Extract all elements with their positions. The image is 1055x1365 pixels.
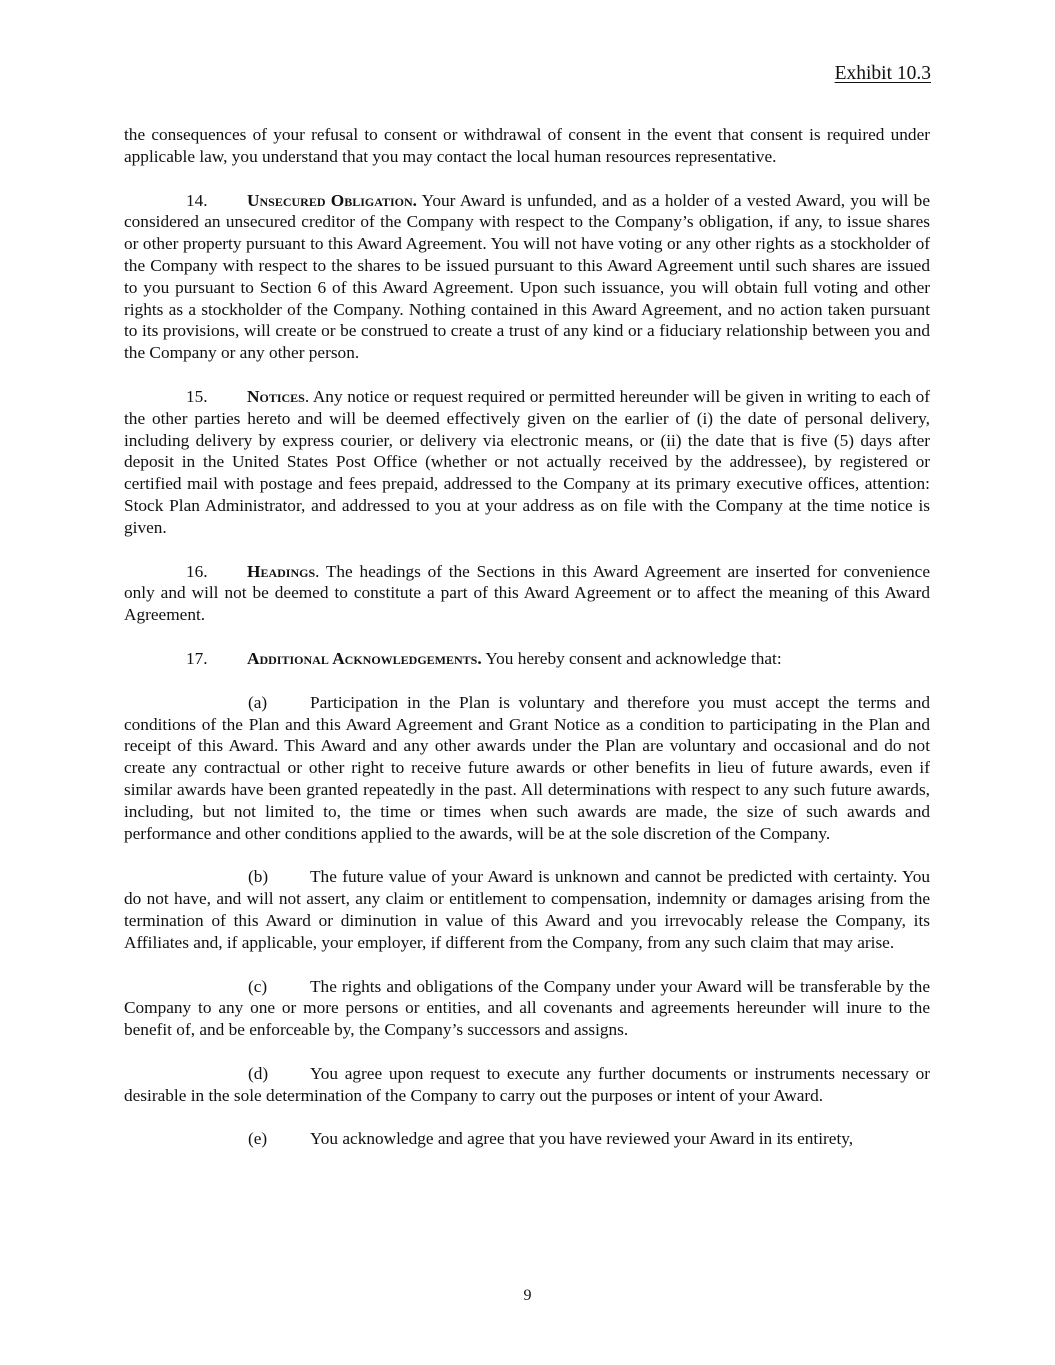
subsection-text: You acknowledge and agree that you have reviewed your Award in its entirety, [310,1129,854,1149]
section-number: 16. [186,561,208,581]
subsection-label: (e) [248,1129,268,1149]
subsection-text: Participation in the Plan is voluntary and therefore you must accept the terms and conditions of the Plan and this Award Agreement and Grant Notice as a condition to participating in the Plan and receipt of this Award. This Award and any other awards under the Plan are voluntary and occasional and do not create any contractual or other right to receive future awards or other benefits in lieu of future awards, even if similar awards have been granted repeatedly in the past. All determinations with respect to any such future awards, including, but not limited to, the time or times when such awards are made, the size of such awards and performance and other conditions applied to the awards, will be at the sole discretion of the Company. [124,692,930,843]
section-text: You hereby consent and acknowledge that: [481,648,782,668]
section-heading: Notices [247,386,305,406]
section-heading: Additional Acknowledgements. [247,648,482,668]
section-17-additional-acknowledgements [124,648,930,670]
subsection-e [124,1128,930,1150]
subsection-a [124,692,930,845]
paragraph-continuation: the consequences of your refusal to consent or withdrawal of consent in the event that consent is required under applicable law, you understand that you may contact the local human resources representative. [124,125,930,166]
document-body [124,124,930,1172]
section-heading: Unsecured Obligation. [247,190,417,210]
subsection-text: The rights and obligations of the Company under your Award will be transferable by the Company to any one or more persons or entities, and all covenants and agreements hereunder will inure to the benefit of, and be enforceable by, the Company’s successors and assigns. [124,976,930,1040]
section-number: 17. [186,648,208,668]
subsection-d [124,1063,930,1107]
page-number: 9 [523,1287,532,1304]
section-number: 14. [186,190,208,210]
subsection-text: The future value of your Award is unknown and cannot be predicted with certainty. You do not have, and will not assert, any claim or entitlement to compensation, indemnity or damages arising from the termination of this Award or diminution in value of this Award and you irrevocably release the Company, its Affiliates and, if applicable, your employer, if different from the Company, from any such claim that may arise. [124,867,930,952]
section-number: 15. [186,386,208,406]
subsection-label: (a) [248,692,268,712]
section-16-headings [124,561,930,626]
section-14-unsecured-obligation [124,190,930,364]
subsection-label: (c) [248,976,268,996]
section-text: . The headings of the Sections in this Award Agreement are inserted for convenience only and will not be deemed to constitute a part of this Award Agreement or to affect the meaning of this Award Agreement. [124,561,930,625]
subsection-b [124,866,930,953]
section-heading: Headings [247,561,316,581]
section-text: . Any notice or request required or permitted hereunder will be given in writing to each of the other parties hereto and will be deemed effectively given on the earlier of (i) the date of personal delivery, including delivery by express courier, or delivery via electronic means, or (ii) the date that is five (5) days after deposit in the United States Post Office (whether or not actually received by the addressee), by registered or certified mail with postage and fees prepaid, addressed to the Company at its primary executive offices, attention: Stock Plan Administrator, and addressed to you at your address as on file with the Company at the time notice is given. [124,386,930,537]
exhibit-label: Exhibit 10.3 [834,63,931,84]
section-15-notices [124,386,930,539]
subsection-label: (d) [248,1063,269,1083]
section-text: Your Award is unfunded, and as a holder of a vested Award, you will be considered an unsecured creditor of the Company with respect to the Company’s obligation, if any, to issue shares or other property pursuant to this Award Agreement. You will not have voting or any other rights as a stockholder of the Company with respect to the shares to be issued pursuant to this Award Agreement until such shares are issued to you pursuant to Section 6 of this Award Agreement. Upon such issuance, you will obtain full voting and other rights as a stockholder of the Company. Nothing contained in this Award Agreement, and no action taken pursuant to its provisions, will create or be construed to create a trust of any kind or a fiduciary relationship between you and the Company or any other person. [124,190,930,363]
subsection-text: You agree upon request to execute any further documents or instruments necessary or desirable in the sole determination of the Company to carry out the purposes or intent of your Award. [124,1063,930,1105]
subsection-label: (b) [248,867,269,887]
subsection-c [124,976,930,1041]
